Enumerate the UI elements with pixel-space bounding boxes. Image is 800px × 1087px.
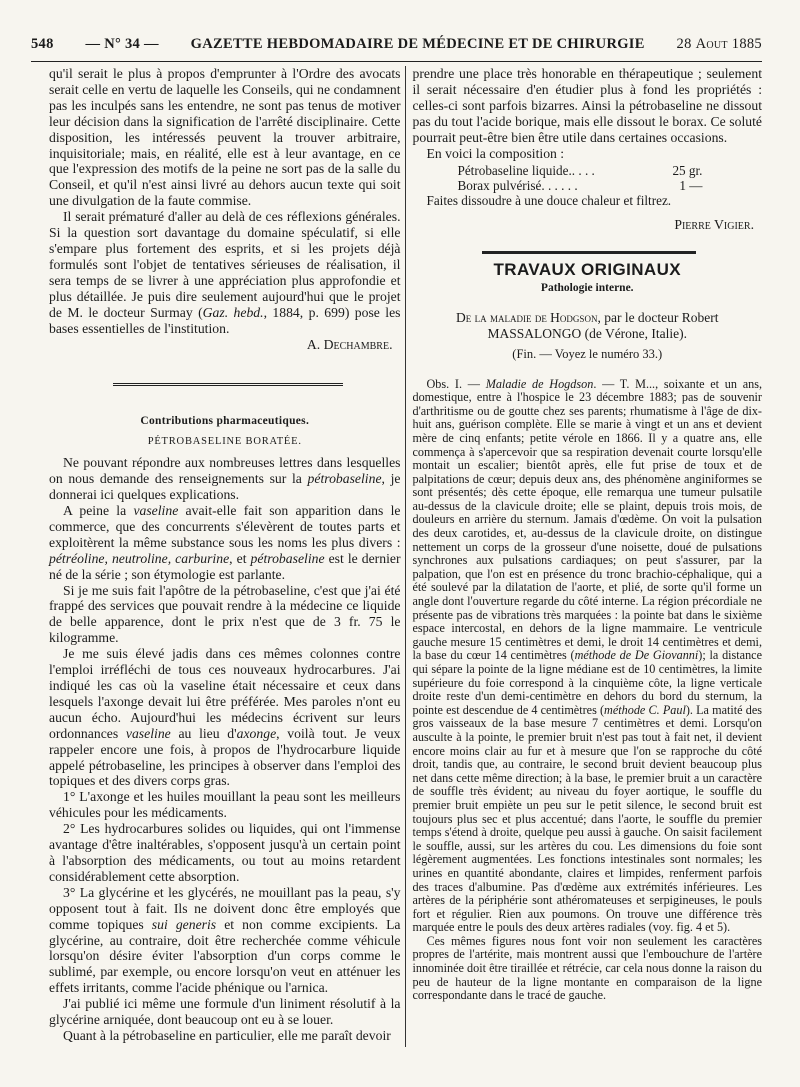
- formula: [457, 163, 762, 193]
- continuation-note: (Fin. — Voyez le numéro 33.): [512, 346, 663, 361]
- column-divider: [405, 66, 406, 1047]
- author-signature: A. Dechambre.: [306, 337, 393, 353]
- date-year: 1885: [731, 36, 762, 52]
- article-title: De la maladie de Hodgson, par le docteur Robert MASSALONGO (de Vérone, Italie).: [455, 310, 719, 341]
- formula-row: Pétrobaseline liquide. . . . . 25 gr.: [457, 163, 703, 179]
- left-column: [49, 66, 401, 1087]
- article-heading: PÉTROBASELINE BORATÉE.: [147, 436, 302, 448]
- right-column: [412, 66, 762, 1087]
- paragraph: Ces mêmes figures nous font voir non seulement les caractères propres de l'artérite, mais montrent aussi que l'embouchure de l'artère innominée doit être tiraillée et rétrécie, car cela nous donne la raison du peu de hauteur de la ligne montante en comparaison de la ligne correspondante dans le tracé de gauche.: [412, 933, 762, 1003]
- issue-number: — N° 34 —: [85, 36, 159, 52]
- running-header: [31, 36, 762, 58]
- paragraph: Ne pouvant répondre aux nombreuses lettres dans lesquelles on nous demande des renseignements sur la pétrobaseline, je donnerai ici quelques explications.: [49, 455, 401, 503]
- paragraph: En voici la composition :: [426, 145, 565, 161]
- paragraph: Si je me suis fait l'apôtre de la pétrobaseline, c'est que j'ai été frappé des services que pouvait rendre à la médecine ce liquide de belle apparence, dont le prix n'est que de 3 fr. 75 le kilogramme.: [49, 582, 401, 646]
- formula-row: Borax pulvérisé . . . . . . 1 —: [457, 178, 703, 194]
- observation-paragraph: Obs. I. — Maladie de Hogdson. — T. M..., soixante et un ans, domestique, entre à l'hospice le 23 décembre 1883; pas de souvenir d'arthritisme ou de goutte chez ses parents; rhumatisme à l'âge de dix-huit ans, guérison complète. Elle se marie à vingt et un ans et devient mère de cinq enfants; petite vérole en 1866. Il y a quatre ans, elle commença à s'apercevoir que sa respiration devenait courte lorsqu'elle montait un escalier; bientôt après, elle fut prise de toux et de palpitations de cœur; depuis deux ans, des phénomène anginiformes se sont présentés; dès cette époque, elle remarqua une tumeur pulsatile au-dessus de la clavicule droite; elle se plaint, depuis trois mois, de douleurs en arrière du sternum. Jamais d'œdème. On voit la pulsation des deux carotides, et, au-dessus de la clavicule droite, on distingue nettement un corps de la grosseur d'une noisette, doué de pulsations synchrones aux pulsations cardiaques; on peut s'assurer, par la palpation, que l'on est en présence du tronc brachio-céphalique, qui a été soulevé par la dilatation de l'aorte, et plié, de sorte qu'il forme un angle dont l'ouverture regarde du côté interne. La région précordiale ne présente pas de vibrations très marquées : la pointe bat dans le sixième espace intercostal, en dehors de la ligne mammaire. Le ventricule gauche mesure 15 centimètres et demi, le droit 14 centimètres et demi, la base du cœur 14 centimètres (méthode de De Giovanni); la distance qui sépare la pointe de la ligne médiane est de 10 centimètres, la limite supérieure du foie correspond à la cinquième côte, la ligne verticale droite reste d'un demi-centimètre en dehors du bord du sternum, la pointe est descendue de 4 centimètres (méthode C. Paul). La matité des gros vaisseaux de la base mesure 7 centimètres et demi. Lorsqu'on ausculte à la pointe, le premier bruit n'est pas tout à fait net, il devient encore moins clair au fur et à mesure que l'on se rapproche du côté droit, tandis que, au contraire, le second bruit devient beaucoup plus net dans cette même direction; à la base, le premier bruit a un caractère de souffle très évident; au niveau du foyer aortique, le souffle du premier bruit empiète un peu sur le petit silence, le second bruit est toujours plus sec et plus accentué; dans l'aorte, le souffle du premier temps s'étend à droite, quelque peu aussi à gauche. On saisit facilement le souffle, aussi, sur les artères du cou. Les dimensions du foie sont légèrement augmentées. Les fonctions intestinales sont normales; les urines en quantité abondante, claires et limpides, renferment parfois des traces d'albumine. Pas d'œdème aux extrémités inférieures. Les artères de la périphérie sont athéromateuses et serpigineuses, le pouls fort et régulier. Rien aux poumons. On trouve une différence très marquée entre le pouls des deux artères radiales (voy. fig. 4 et 5).: [412, 376, 763, 935]
- page-number: 548: [31, 36, 54, 52]
- date-month: Aout: [695, 36, 728, 52]
- formula-note: Faites dissoudre à une douce chaleur et filtrez.: [426, 193, 672, 209]
- paragraph: J'ai publié ici même une formule d'un liniment résolutif à la glycérine arniquée, dont beaucoup ont eu à se louer.: [49, 996, 401, 1028]
- section-heading: TRAVAUX ORIGINAUX: [493, 260, 681, 280]
- section-subheading: Pathologie interne.: [540, 282, 634, 295]
- paragraph: A peine la vaseline avait-elle fait son apparition dans le commerce, que des concurrents s'élevèrent de toutes parts et exploitèrent la même substance sous les noms les plus divers : pétréoline, neutroline, carburine, et pétrobaseline est le dernier né de la série ; son étymologie est parlante.: [49, 503, 401, 582]
- paragraph: Je me suis élevé jadis dans ces mêmes colonnes contre l'emploi irréfléchi de tous ces nouveaux hydrocarbures. J'ai indiqué les cas où la vaseline était nécessaire et ceux dans lesquels l'axonge devait lui être préférée. Mes paroles n'ont eu aucun écho. Aujourd'hui les médecins écrivent sur leurs ordonnances vaseline au lieu d'axonge, voilà tout. Je veux rappeler encore une fois, à propos de l'hydrocarbure liquide appelé pétrobaseline, les principes à observer dans l'emploi des topiques et des divers corps gras.: [49, 646, 401, 789]
- paragraph: 3° La glycérine et les glycérés, ne mouillant pas la peau, s'y opposent tout à fait. Ils ne doivent donc être employés que comme topiques sui generis et non comme excipients. La glycérine, au contraire, doit être recherchée comme véhicule lorsqu'on désire éviter l'absorption d'un corps comme le sublimé, par exemple, ou encore lorsqu'on veut en atténuer les effets irritants, comme l'acide phénique ou l'arnica.: [49, 884, 401, 996]
- paragraph: 2° Les hydrocarbures solides ou liquides, qui ont l'immense avantage d'être inaltérables, s'opposent jusqu'à un certain point à l'absorption des médicaments, ou tout au moins retardent considérablement cette absorption.: [49, 821, 401, 884]
- header-rule: [31, 61, 762, 62]
- issue-date: [677, 36, 762, 53]
- paragraph: qu'il serait le plus à propos d'emprunter à l'Ordre des avocats serait celle en vertu de laquelle les Conseils, qui ne condamnent pas les inculpés sans les entendre, ne sont pas tenus de motiver leur décision dans la signification de l'arrêté disciplinaire. Cette disposition, les intéressés peuvent la trouver arbitraire, inquisitoriale; mais, en réalité, elle est à leur avantage, en ce que l'expression des motifs de la peine ne sort pas de la salle du Conseil, et qu'il n'est ainsi livré au dehors aucun texte qui soit une divulgation de la faute commise.: [49, 66, 401, 209]
- paragraph: Quant à la pétrobaseline en particulier, elle me paraît devoir: [63, 1027, 391, 1043]
- text-columns: [49, 66, 762, 1087]
- paragraph: 1° L'axonge et les huiles mouillant la peau sont les meilleurs véhicules pour les médicaments.: [49, 789, 401, 821]
- date-day: 28: [676, 36, 692, 52]
- author-signature: Pierre Vigier.: [674, 217, 754, 233]
- paragraph: prendre une place très honorable en thérapeutique ; seulement il serait nécessaire d'en étudier plus à fond les propriétés : celles-ci sont parfois bizarres. Ainsi la pétrobaseline ne dissout pas du tout l'acide borique, mais elle dissout le borax. Ce soluté pourrait peut-être bien être utile dans certaines occasions.: [412, 66, 762, 145]
- paragraph: Il serait prématuré d'aller au delà de ces réflexions générales. Si la question sort davantage du domaine spéculatif, si elle s'empare plus fortement des esprits, et si les projets déjà formulés sont l'objet de tentatives sérieuses de réalisation, il sera temps de se livrer à une appréciation plus approfondie et plus détaillée. Je puis dire seulement aujourd'hui que le projet de M. le docteur Surmay (Gaz. hebd., 1884, p. 699) pose les bases essentielles de l'institution.: [49, 209, 401, 336]
- section-divider: [113, 383, 343, 389]
- section-heading: Contributions pharmaceutiques.: [140, 415, 310, 428]
- section-divider: [482, 251, 696, 254]
- journal-title: GAZETTE HEBDOMADAIRE DE MÉDECINE ET DE CHIRURGIE: [190, 36, 645, 52]
